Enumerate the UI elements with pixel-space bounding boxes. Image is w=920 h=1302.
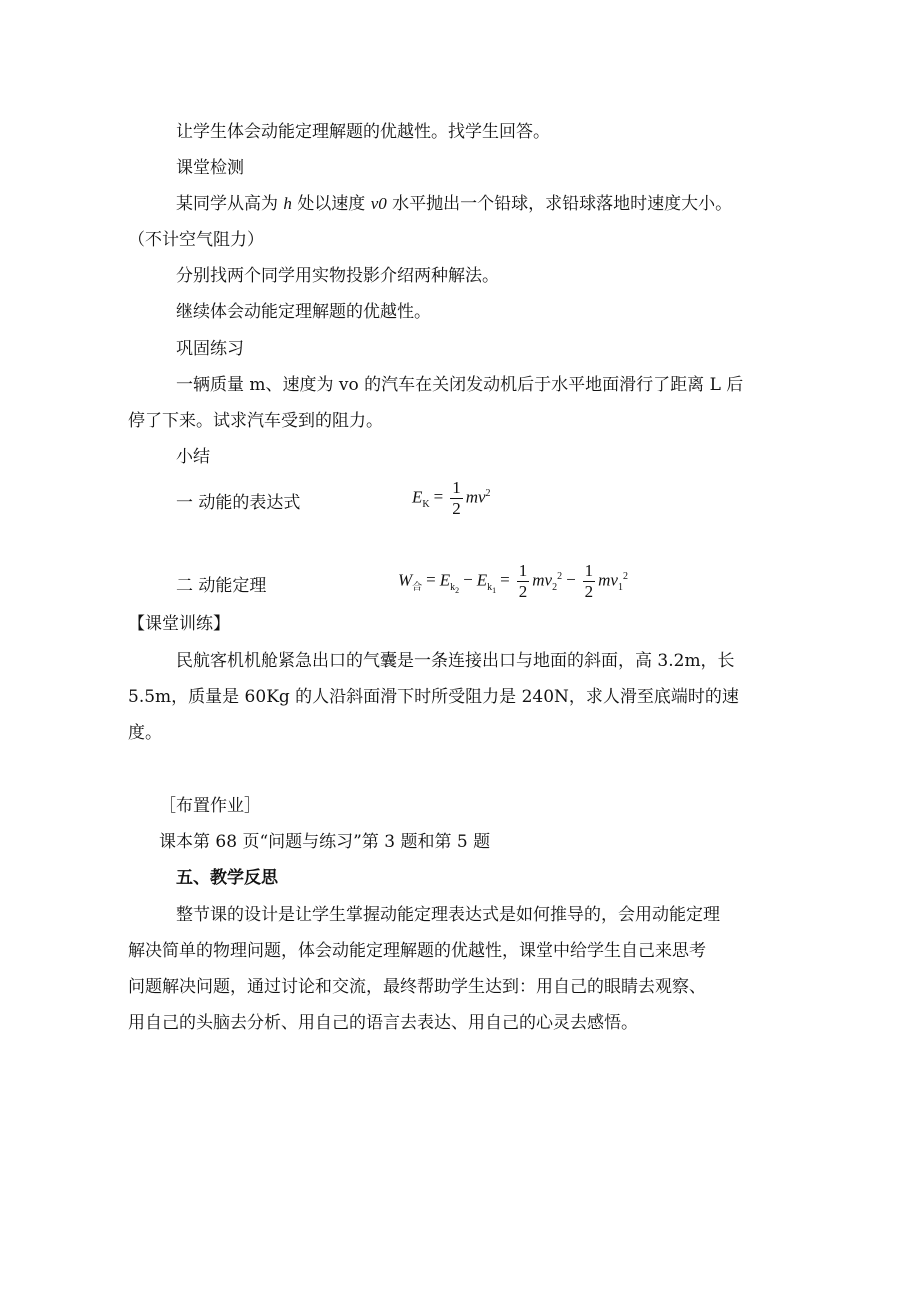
text-line: 一辆质量 m、速度为 vo 的汽车在关闭发动机后于水平地面滑行了距离 L 后 [176, 375, 744, 395]
text-line: （不计空气阻力） [128, 230, 264, 250]
text-line: 课堂检测 [176, 158, 244, 178]
text-line [176, 193, 732, 215]
text-segment: 某同学从高为 [176, 194, 278, 214]
text-segment: 处以速度 [297, 194, 366, 214]
text-line: 继续体会动能定理解题的优越性。 [176, 302, 431, 322]
text-line: 问题解决问题，通过讨论和交流，最终帮助学生达到：用自己的眼睛去观察、 [128, 977, 706, 997]
section-heading: 五、教学反思 [176, 868, 278, 888]
text-line: 整节课的设计是让学生掌握动能定理表达式是如何推导的，会用动能定理 [176, 905, 720, 925]
work-energy-theorem-formula: $W_合 = E_{k_2}- E_{k_1}=$ $\frac{1}{2}$ $mv_2^2$ − $\frac{1}{2}$ $mv_1^2$ [398, 561, 628, 601]
summary-item-1 [176, 478, 676, 534]
kinetic-energy-formula: $E_K$ = $\frac{1}{2}$ $mv^2$ [412, 478, 491, 518]
section-heading: ［布置作业］ [159, 796, 261, 816]
text-line: 停了下来。试求汽车受到的阻力。 [128, 411, 383, 431]
text-line: 小结 [176, 447, 210, 467]
text-line: 让学生体会动能定理解题的优越性。找学生回答。 [176, 122, 550, 142]
summary-label: 二 动能定理 [176, 576, 267, 596]
text-line: 分别找两个同学用实物投影介绍两种解法。 [176, 266, 499, 286]
text-line: 巩固练习 [176, 339, 244, 359]
section-heading: 【课堂训练】 [128, 614, 230, 634]
text-segment: 水平抛出一个铅球，求铅球落地时速度大小。 [392, 194, 733, 214]
summary-label: 一 动能的表达式 [176, 493, 301, 513]
text-line: 5.5m，质量是 60Kg 的人沿斜面滑下时所受阻力是 240N，求人滑至底端时的速 [128, 687, 739, 707]
text-line: 解决简单的物理问题，体会动能定理解题的优越性，课堂中给学生自己来思考 [128, 941, 706, 961]
text-line: 度。 [128, 723, 162, 743]
text-line: 民航客机机舱紧急出口的气囊是一条连接出口与地面的斜面，高 3.2m，长 [176, 651, 735, 671]
text-line: 用自己的头脑去分析、用自己的语言去表达、用自己的心灵去感悟。 [128, 1013, 638, 1033]
math-variable-h: h [283, 194, 292, 213]
summary-item-2 [176, 561, 736, 617]
math-variable-v0: v0 [370, 194, 387, 213]
text-line: 课本第 68 页“问题与练习”第 3 题和第 5 题 [159, 832, 491, 852]
